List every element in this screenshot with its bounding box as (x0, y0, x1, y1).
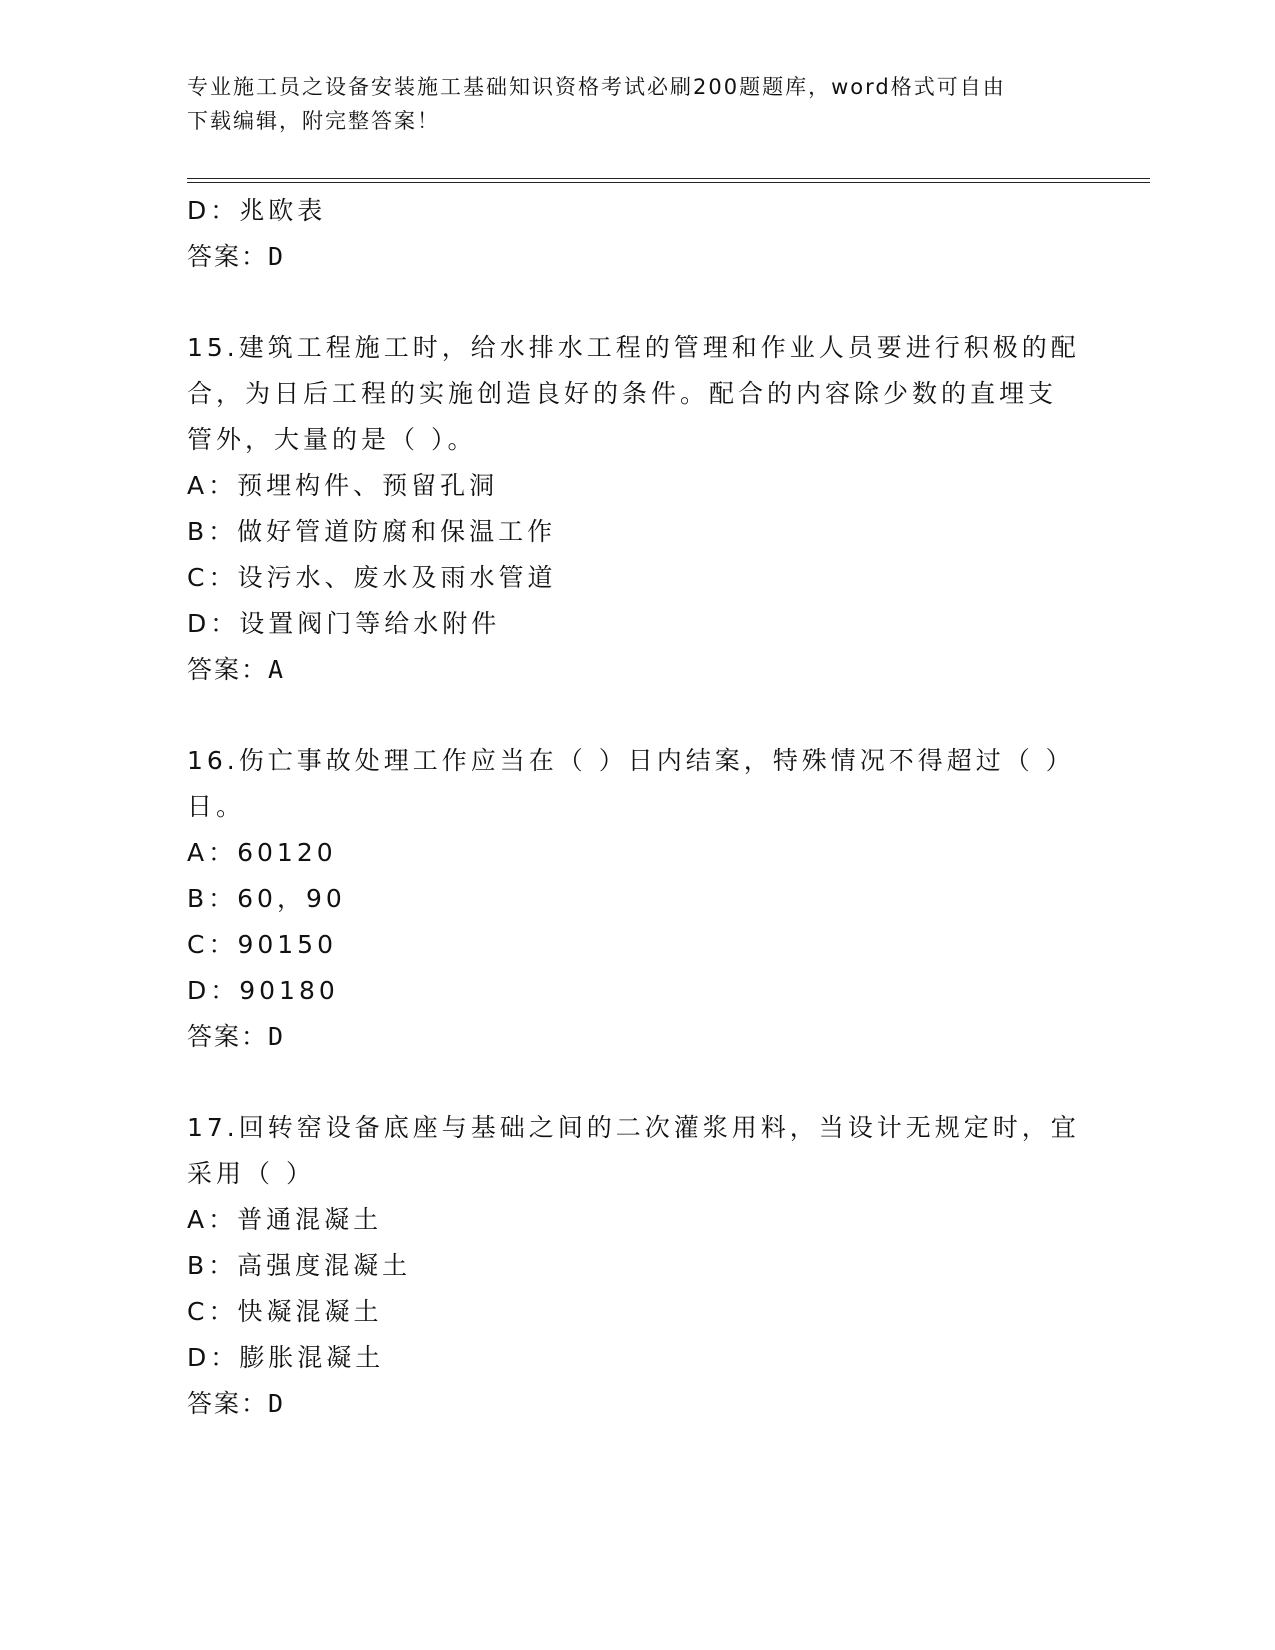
answer-line (187, 1014, 1087, 1060)
answer-value: D (268, 1022, 285, 1051)
option-c: C：设污水、废水及雨水管道 (187, 563, 557, 592)
question-block-16 (187, 738, 1087, 1060)
question-stem-line: 管外，大量的是（ ）。 (187, 425, 477, 454)
option-a: A：预埋构件、预留孔洞 (187, 471, 499, 500)
question-stem-line: 日。 (187, 792, 246, 821)
question-stem-line: 17.回转窑设备底座与基础之间的二次灌浆用料，当设计无规定时，宜 (187, 1113, 1080, 1142)
spacer (187, 1060, 1087, 1105)
option-b: B：高强度混凝土 (187, 1251, 412, 1280)
spacer (187, 693, 1087, 738)
option-d: D：膨胀混凝土 (187, 1343, 385, 1372)
question-stem-line: 15.建筑工程施工时，给水排水工程的管理和作业人员要进行积极的配 (187, 333, 1080, 362)
answer-label: 答案： (187, 1389, 269, 1418)
header-divider (187, 178, 1150, 183)
question-block-17 (187, 1105, 1087, 1427)
answer-value: D (268, 1389, 285, 1418)
answer-value: A (268, 655, 285, 684)
answer-label: 答案： (187, 242, 269, 271)
header-title-line-2: 下载编辑，附完整答案！ (187, 109, 440, 133)
answer-label: 答案： (187, 655, 269, 684)
option-a: A：60120 (187, 838, 337, 867)
option-d: D：兆欧表 (187, 196, 327, 225)
option-d: D：设置阀门等给水附件 (187, 609, 501, 638)
answer-label: 答案： (187, 1022, 269, 1051)
question-stem-line: 合，为日后工程的实施创造良好的条件。配合的内容除少数的直埋支 (187, 379, 1058, 408)
option-b: B：60，90 (187, 884, 346, 913)
header-title-line-1: 专业施工员之设备安装施工基础知识资格考试必刷200题题库，word格式可自由 (187, 75, 1006, 99)
option-d: D：90180 (187, 976, 339, 1005)
question-stem-line: 采用（ ） (187, 1159, 315, 1188)
question-stem-line: 16.伤亡事故处理工作应当在（ ）日内结案，特殊情况不得超过（ ） (187, 746, 1075, 775)
page-header (187, 70, 1087, 138)
answer-line (187, 234, 1087, 280)
answer-line (187, 1381, 1087, 1427)
answer-value: D (268, 242, 285, 271)
option-c: C：快凝混凝土 (187, 1297, 383, 1326)
option-a: A：普通混凝土 (187, 1205, 383, 1234)
question-block-15 (187, 325, 1087, 693)
spacer (187, 280, 1087, 325)
answer-line (187, 647, 1087, 693)
option-c: C：90150 (187, 930, 337, 959)
question-content (187, 188, 1087, 1427)
option-b: B：做好管道防腐和保温工作 (187, 517, 557, 546)
